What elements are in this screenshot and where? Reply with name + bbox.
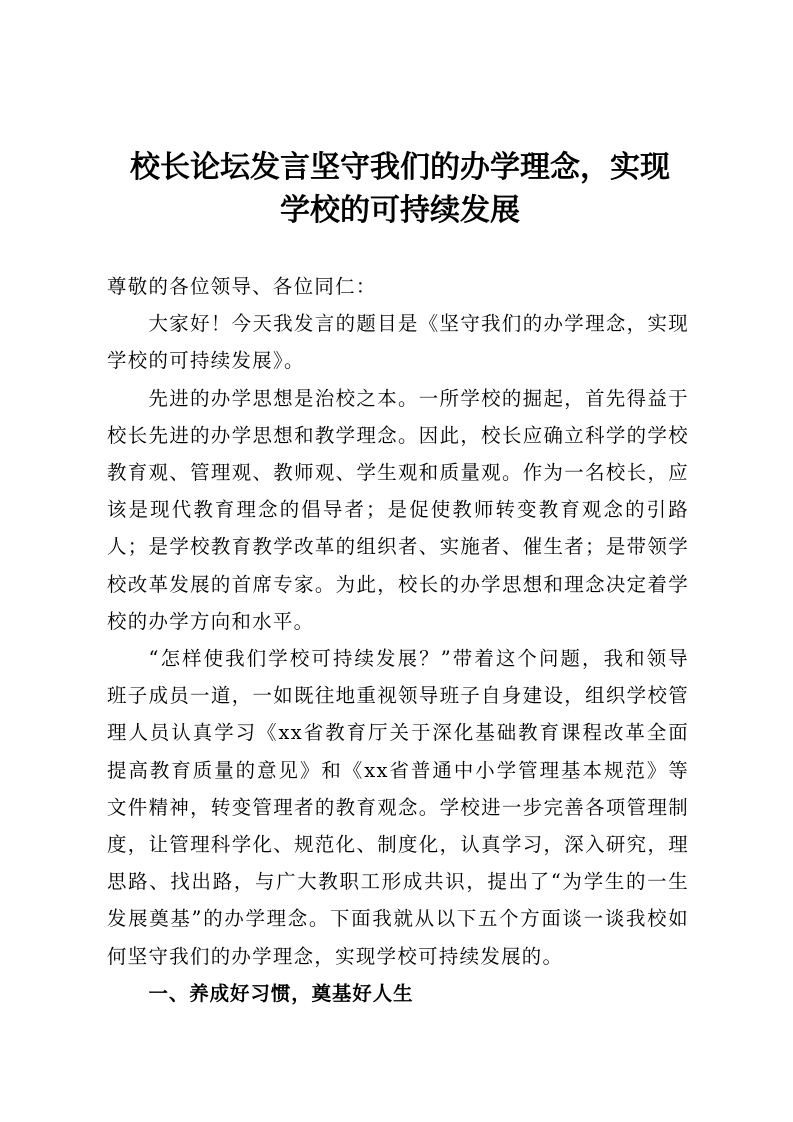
paragraph-sustainable-development: “怎样使我们学校可持续发展？”带着这个问题，我和领导班子成员一道，一如既往地重视领导班子自身建设，组织学校管理人员认真学习《xx省教育厅关于深化基础教育课程改革全面提高教育质量的意见》和《xx省普通中小学管理基本规范》等文件精神，转变管理者的教育观念。学校进一步完善各项管理制度，让管理科学化、规范化、制度化，认真学习，深入研究，理思路、找出路，与广大教职工形成共识，提出了“为学生的一生发展奠基”的办学理念。下面我就从以下五个方面谈一谈我校如何坚守我们的办学理念，实现学校可持续发展的。	[107, 647, 689, 968]
paragraph-greeting: 大家好！今天我发言的题目是《坚守我们的办学理念，实现学校的可持续发展》。	[107, 312, 689, 373]
title-line-1: 校长论坛发言坚守我们的办学理念，实现	[130, 150, 670, 185]
document-title	[100, 146, 700, 232]
document-body	[107, 268, 689, 1012]
salutation: 尊敬的各位领导、各位同仁：	[107, 275, 377, 298]
section-heading: 一、养成好习惯，奠基好人生	[148, 981, 414, 1005]
paragraph-philosophy: 先进的办学思想是治校之本。一所学校的掘起，首先得益于校长先进的办学思想和教学理念。因此，校长应确立科学的学校教育观、管理观、教师观、学生观和质量观。作为一名校长，应该是现代教育理念的倡导者；是促使教师转变教育观念的引路人；是学校教育教学改革的组织者、实施者、催生者；是带领学校改革发展的首席专家。为此，校长的办学思想和理念决定着学校的办学方向和水平。	[107, 386, 689, 633]
title-line-2: 学校的可持续发展	[280, 193, 520, 228]
